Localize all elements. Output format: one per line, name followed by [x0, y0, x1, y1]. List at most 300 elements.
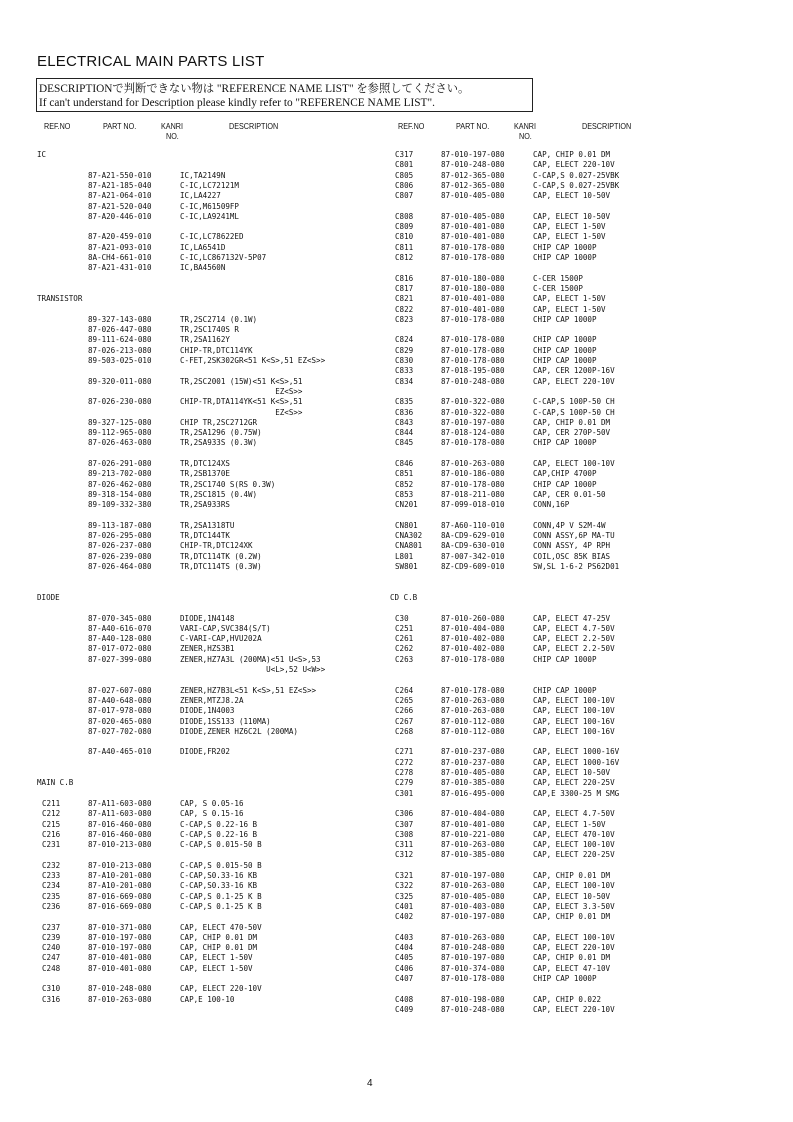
description-cell: DIODE,1SS133 (110MA) — [180, 715, 271, 726]
part-no-cell: 87-010-402-080 — [441, 633, 505, 644]
description-cell: C-VARI-CAP,HVU202A — [180, 633, 262, 644]
description-cell: COIL,OSC 85K BIAS — [533, 550, 611, 561]
part-no-cell: 89-503-025-010 — [88, 355, 152, 365]
ref-no-cell: C231 — [42, 839, 61, 850]
description-cell: CAP, CHIP 0.022 — [533, 993, 602, 1004]
part-no-cell: 87-A11-603-080 — [88, 808, 152, 819]
description-cell: CAP, ELECT 1-50V — [180, 952, 253, 963]
description-cell: CAP, ELECT 1-50V — [533, 303, 606, 314]
part-no-cell: 87-A21-520-040 — [88, 200, 152, 211]
part-no-cell: 87-A40-128-080 — [88, 633, 152, 644]
description-cell: CAP, ELECT 10-50V — [533, 190, 611, 201]
description-cell: CAP, ELECT 100-10V — [533, 839, 615, 850]
description-cell: CAP, CHIP 0.01 DM — [533, 149, 611, 159]
description-cell: CAP, ELECT 100-10V — [533, 931, 615, 942]
ref-no-cell: C835 — [395, 396, 414, 407]
description-cell: TR,2SC2001 (15W)<51 K<S>,51 — [180, 375, 303, 386]
description-cell: CHIP CAP 1000P — [533, 478, 597, 489]
ref-no-cell: C317 — [395, 149, 414, 159]
part-no-cell: 87-026-464-080 — [88, 561, 152, 571]
ref-no-cell: CNA801 — [395, 540, 423, 551]
part-no-cell: 87-010-213-080 — [88, 859, 152, 870]
part-no-cell: 87-010-405-080 — [441, 890, 505, 901]
description-cell: CAP, ELECT 220-10V — [533, 942, 615, 953]
part-no-cell: 87-010-178-080 — [441, 252, 505, 262]
description-cell: CAP, ELECT 4.7-50V — [533, 808, 615, 819]
description-cell: CAP, ELECT 220-10V — [533, 159, 615, 170]
description-cell: CONN,16P — [533, 499, 570, 510]
description-cell: TR,2SA1162Y — [180, 334, 230, 345]
part-no-cell: 87-027-702-080 — [88, 725, 152, 736]
header-ref-no: REF.NO — [398, 121, 425, 131]
section-heading: IC — [37, 149, 47, 159]
part-no-cell: 87-010-178-080 — [441, 241, 505, 252]
part-no-cell: 87-026-462-080 — [88, 478, 152, 489]
description-cell: EZ<S>> — [180, 406, 303, 417]
part-no-cell: 87-A11-603-080 — [88, 797, 152, 808]
ref-no-cell: C811 — [395, 241, 414, 252]
description-cell: CAP,CHIP 4700P — [533, 468, 597, 479]
part-no-cell: 87-010-401-080 — [88, 952, 152, 963]
description-cell: CAP, CHIP 0.01 DM — [533, 952, 611, 963]
part-no-cell: 87-A21-064-010 — [88, 190, 152, 201]
ref-no-cell: C401 — [395, 900, 414, 911]
ref-no-cell: C405 — [395, 952, 414, 963]
description-cell: TR,2SA1318TU — [180, 519, 235, 530]
ref-no-cell: CNA302 — [395, 530, 423, 541]
description-cell: DIODE,1N4148 — [180, 612, 235, 623]
part-no-cell: 87-A40-616-070 — [88, 622, 152, 633]
ref-no-cell: C809 — [395, 221, 414, 232]
ref-no-cell: C239 — [42, 931, 61, 942]
section-heading: DIODE — [37, 591, 60, 602]
description-cell: C-CAP,S 0.22-16 B — [180, 828, 258, 839]
header-kanri-no: NO. — [166, 131, 179, 141]
description-cell: C-IC,LC72121M — [180, 179, 239, 190]
description-cell: SW,SL 1-6-2 PS62D01 — [533, 561, 620, 571]
part-no-cell: 87-010-178-080 — [441, 973, 505, 983]
description-cell: CAP, ELECT 1-50V — [533, 293, 606, 304]
description-cell: CAP, ELECT 220-25V — [533, 777, 615, 788]
description-cell: TR,2SB1370E — [180, 468, 230, 479]
header-description: DESCRIPTION — [582, 121, 632, 131]
part-no-cell: 87-010-197-080 — [441, 870, 505, 880]
notice-line-japanese: DESCRIPTIONで判断できない物は "REFERENCE NAME LIST" を参照してください。 — [39, 83, 470, 95]
description-cell: CHIP CAP 1000P — [533, 653, 597, 664]
part-no-cell: 87-018-195-080 — [441, 365, 505, 376]
ref-no-cell: C821 — [395, 293, 414, 304]
ref-no-cell: L801 — [395, 550, 414, 561]
ref-no-cell: C807 — [395, 190, 414, 201]
description-cell: DIODE,ZENER HZ6C2L (200MA) — [180, 725, 298, 736]
description-cell: CAP, ELECT 2.2-50V — [533, 633, 615, 644]
part-no-cell: 89-327-143-080 — [88, 313, 152, 324]
part-no-cell: 87-026-213-080 — [88, 344, 152, 355]
part-no-cell: 87-010-404-080 — [441, 808, 505, 819]
description-cell: DIODE,FR202 — [180, 746, 230, 757]
ref-no-cell: C810 — [395, 231, 414, 242]
part-no-cell: 89-112-965-080 — [88, 427, 152, 438]
ref-no-cell: C30 — [395, 612, 409, 623]
description-cell: TR,2SA1296 (0.75W) — [180, 427, 262, 438]
ref-no-cell: C237 — [42, 921, 61, 932]
ref-no-cell: C812 — [395, 252, 414, 262]
ref-no-cell: C316 — [42, 993, 61, 1004]
ref-no-cell: C263 — [395, 653, 414, 664]
ref-no-cell: C321 — [395, 870, 414, 880]
ref-no-cell: C234 — [42, 880, 61, 891]
ref-no-cell: C236 — [42, 900, 61, 911]
ref-no-cell: C271 — [395, 746, 414, 757]
part-no-cell: 87-010-221-080 — [441, 828, 505, 839]
part-no-cell: 87-A40-648-080 — [88, 694, 152, 705]
ref-no-cell: C279 — [395, 777, 414, 788]
ref-no-cell: C843 — [395, 416, 414, 427]
part-no-cell: 87-018-211-080 — [441, 488, 505, 499]
description-cell: CAP, ELECT 47-25V — [533, 612, 611, 623]
description-cell: CHIP-TR,DTC124XK — [180, 540, 253, 551]
part-no-cell: 87-A21-185-040 — [88, 179, 152, 190]
description-cell: CONN,4P V S2M-4W — [533, 519, 606, 530]
part-no-cell: 87-016-669-080 — [88, 890, 152, 901]
ref-no-cell: C216 — [42, 828, 61, 839]
description-cell: CAP, ELECT 4.7-50V — [533, 622, 615, 633]
ref-no-cell: C822 — [395, 303, 414, 314]
part-no-cell: 87-026-230-080 — [88, 396, 152, 407]
description-cell: CAP, CER 1200P-16V — [533, 365, 615, 376]
part-no-cell: 87-010-263-080 — [441, 880, 505, 891]
ref-no-cell: C407 — [395, 973, 414, 983]
part-no-cell: 87-010-322-080 — [441, 396, 505, 407]
description-cell: CAP, ELECT 47-10V — [533, 962, 611, 973]
ref-no-cell: C251 — [395, 622, 414, 633]
description-cell: C-CAP,S 0.1-25 K B — [180, 900, 262, 911]
part-no-cell: 87-010-405-080 — [441, 210, 505, 221]
part-no-cell: 87-010-371-080 — [88, 921, 152, 932]
ref-no-cell: C403 — [395, 931, 414, 942]
description-cell: CAP, ELECT 100-10V — [533, 694, 615, 705]
part-no-cell: 87-010-405-080 — [441, 767, 505, 777]
description-cell: CHIP TR,2SC2712GR — [180, 416, 258, 427]
description-cell: CAP, ELECT 470-50V — [180, 921, 262, 932]
ref-no-cell: C406 — [395, 962, 414, 973]
description-cell: C-FET,2SK302GR<51 K<S>,51 EZ<S>> — [180, 355, 326, 365]
description-cell: CAP, CHIP 0.01 DM — [533, 911, 611, 922]
ref-no-cell: C308 — [395, 828, 414, 839]
page-number: 4 — [367, 1078, 373, 1089]
part-no-cell: 87-012-365-080 — [441, 169, 505, 180]
description-cell: CHIP CAP 1000P — [533, 241, 597, 252]
part-no-cell: 87-010-178-080 — [441, 478, 505, 489]
part-no-cell: 87-010-178-080 — [441, 334, 505, 345]
part-no-cell: 87-010-260-080 — [441, 612, 505, 623]
part-no-cell: 87-010-263-080 — [441, 694, 505, 705]
ref-no-cell: C211 — [42, 797, 61, 808]
description-cell: TR,DTC144TK — [180, 530, 230, 541]
description-cell: CAP, ELECT 1-50V — [180, 962, 253, 973]
description-cell: IC,TA2149N — [180, 169, 226, 180]
description-cell: CAP, ELECT 1-50V — [533, 221, 606, 232]
part-no-cell: 87-026-463-080 — [88, 437, 152, 448]
part-no-cell: 87-010-197-080 — [88, 942, 152, 953]
description-cell: CAP, ELECT 2.2-50V — [533, 643, 615, 654]
description-cell: CAP, S 0.15-16 — [180, 808, 244, 819]
description-cell: CAP, ELECT 100-10V — [533, 705, 615, 716]
ref-no-cell: C265 — [395, 694, 414, 705]
part-no-cell: 87-007-342-010 — [441, 550, 505, 561]
part-no-cell: 87-010-263-080 — [88, 993, 152, 1004]
description-cell: C-CAP,S 0.22-16 B — [180, 818, 258, 829]
part-no-cell: 87-010-178-080 — [441, 437, 505, 448]
ref-no-cell: C215 — [42, 818, 61, 829]
part-no-cell: 87-010-263-080 — [441, 705, 505, 716]
description-cell: DIODE,1N4003 — [180, 705, 235, 716]
part-no-cell: 87-010-248-080 — [88, 983, 152, 994]
description-cell: C-IC,LC867132V-5P07 — [180, 252, 267, 262]
description-cell: CAP, CER 270P-50V — [533, 427, 611, 438]
part-no-cell: 87-010-178-080 — [441, 344, 505, 355]
description-cell: TR,2SC1740 S(RS 0.3W) — [180, 478, 276, 489]
description-cell: C-CAP,S 0.1-25 K B — [180, 890, 262, 901]
part-no-cell: 87-010-180-080 — [441, 272, 505, 283]
part-no-cell: 87-026-447-080 — [88, 324, 152, 335]
description-cell: CAP, ELECT 10-50V — [533, 767, 611, 777]
description-cell: CHIP CAP 1000P — [533, 252, 597, 262]
description-cell: CHIP CAP 1000P — [533, 344, 597, 355]
ref-no-cell: C830 — [395, 355, 414, 365]
description-cell: TR,DTC114TS (0.3W) — [180, 561, 262, 571]
part-no-cell: 8A-CH4-661-010 — [88, 252, 152, 262]
part-no-cell: 87-010-178-080 — [441, 653, 505, 664]
ref-no-cell: C817 — [395, 282, 414, 293]
part-no-cell: 87-010-112-080 — [441, 725, 505, 736]
part-no-cell: 87-010-263-080 — [441, 839, 505, 850]
ref-no-cell: C834 — [395, 375, 414, 386]
part-no-cell: 87-010-197-080 — [441, 952, 505, 963]
part-no-cell: 87-010-401-080 — [441, 303, 505, 314]
part-no-cell: 87-A20-459-010 — [88, 231, 152, 242]
description-cell: ZENER,HZS3B1 — [180, 643, 235, 654]
part-no-cell: 87-010-178-080 — [441, 313, 505, 324]
ref-no-cell: C312 — [395, 849, 414, 860]
part-no-cell: 87-016-495-000 — [441, 787, 505, 798]
part-no-cell: 87-A40-465-010 — [88, 746, 152, 757]
header-kanri-no: NO. — [519, 131, 532, 141]
part-no-cell: 87-016-460-080 — [88, 828, 152, 839]
description-cell: VARI-CAP,SVC384(S/T) — [180, 622, 271, 633]
part-no-cell: 8A-CD9-629-010 — [441, 530, 505, 541]
ref-no-cell: C853 — [395, 488, 414, 499]
ref-no-cell: C836 — [395, 406, 414, 417]
part-no-cell: 87-016-669-080 — [88, 900, 152, 911]
description-cell: CAP, ELECT 100-16V — [533, 715, 615, 726]
part-no-cell: 87-027-399-080 — [88, 653, 152, 664]
part-no-cell: 87-010-385-080 — [441, 849, 505, 860]
part-no-cell: 89-113-187-080 — [88, 519, 152, 530]
description-cell: ZENER,HZ7B3L<51 K<S>,51 EZ<S>> — [180, 684, 317, 695]
part-no-cell: 87-010-197-080 — [88, 931, 152, 942]
part-no-cell: 87-026-239-080 — [88, 550, 152, 561]
ref-no-cell: C262 — [395, 643, 414, 654]
part-no-cell: 87-010-401-080 — [441, 221, 505, 232]
ref-no-cell: C816 — [395, 272, 414, 283]
part-no-cell: 89-213-702-080 — [88, 468, 152, 479]
description-cell: C-CAP,S 0.015-50 B — [180, 859, 262, 870]
part-no-cell: 87-A21-431-010 — [88, 262, 152, 273]
description-cell: CAP, ELECT 1000-16V — [533, 746, 620, 757]
description-cell: CAP, ELECT 220-10V — [180, 983, 262, 994]
description-cell: CHIP CAP 1000P — [533, 684, 597, 695]
description-cell: TR,2SA933RS — [180, 499, 230, 510]
part-no-cell: 87-026-295-080 — [88, 530, 152, 541]
part-no-cell: 87-010-248-080 — [441, 942, 505, 953]
part-no-cell: 87-010-401-080 — [441, 231, 505, 242]
part-no-cell: 87-099-018-010 — [441, 499, 505, 510]
part-no-cell: 87-010-213-080 — [88, 839, 152, 850]
description-cell: CAP, ELECT 1-50V — [533, 818, 606, 829]
ref-no-cell: C851 — [395, 468, 414, 479]
ref-no-cell: CN201 — [395, 499, 418, 510]
ref-no-cell: C402 — [395, 911, 414, 922]
description-cell: C-CAP,S0.33-16 KB — [180, 880, 258, 891]
description-cell: CHIP CAP 1000P — [533, 313, 597, 324]
description-cell: CAP, CHIP 0.01 DM — [180, 942, 258, 953]
ref-no-cell: C278 — [395, 767, 414, 777]
page-title: ELECTRICAL MAIN PARTS LIST — [37, 53, 265, 70]
ref-no-cell: C805 — [395, 169, 414, 180]
part-no-cell: 87-010-402-080 — [441, 643, 505, 654]
part-no-cell: 87-A20-446-010 — [88, 210, 152, 221]
part-no-cell: 89-327-125-080 — [88, 416, 152, 427]
ref-no-cell: C307 — [395, 818, 414, 829]
section-heading: MAIN C.B — [37, 777, 74, 788]
description-cell: CAP, ELECT 10-50V — [533, 210, 611, 221]
part-no-cell: 87-020-465-080 — [88, 715, 152, 726]
part-no-cell: 87-010-374-080 — [441, 962, 505, 973]
part-no-cell: 87-010-403-080 — [441, 900, 505, 911]
part-no-cell: 87-017-978-080 — [88, 705, 152, 716]
part-no-cell: 87-010-197-080 — [441, 416, 505, 427]
part-no-cell: 87-A10-201-080 — [88, 870, 152, 880]
description-cell: CAP, ELECT 10-50V — [533, 890, 611, 901]
ref-no-cell: C845 — [395, 437, 414, 448]
ref-no-cell: C823 — [395, 313, 414, 324]
part-no-cell: 87-010-248-080 — [441, 1003, 505, 1014]
description-cell: C-CAP,S 100P-50 CH — [533, 396, 615, 407]
part-no-cell: 8Z-CD9-609-010 — [441, 561, 505, 571]
description-cell: EZ<S>> — [180, 385, 303, 396]
part-no-cell: 87-010-401-080 — [441, 293, 505, 304]
part-no-cell: 87-017-072-080 — [88, 643, 152, 654]
description-cell: CAP, S 0.05-16 — [180, 797, 244, 808]
part-no-cell: 87-018-124-080 — [441, 427, 505, 438]
ref-no-cell: C322 — [395, 880, 414, 891]
ref-no-cell: C833 — [395, 365, 414, 376]
description-cell: C-IC,LC78622ED — [180, 231, 244, 242]
ref-no-cell: C844 — [395, 427, 414, 438]
part-no-cell: 87-010-401-080 — [441, 818, 505, 829]
description-cell: CONN ASSY,6P MA-TU — [533, 530, 615, 541]
part-no-cell: 87-010-198-080 — [441, 993, 505, 1004]
header-part-no: PART NO. — [456, 121, 490, 131]
ref-no-cell: C264 — [395, 684, 414, 695]
header-description: DESCRIPTION — [229, 121, 279, 131]
description-cell: IC,LA4227 — [180, 190, 221, 201]
header-kanri: KANRI — [161, 121, 184, 131]
description-cell: TR,2SC1815 (0.4W) — [180, 488, 258, 499]
description-cell: CAP, ELECT 1-50V — [533, 231, 606, 242]
description-cell: C-IC,LA9241ML — [180, 210, 239, 221]
description-cell: CHIP CAP 1000P — [533, 973, 597, 983]
description-cell: C-CAP,S 0.027-25VBK — [533, 179, 620, 190]
ref-no-cell: C248 — [42, 962, 61, 973]
description-cell: CAP, ELECT 220-10V — [533, 1003, 615, 1014]
ref-no-cell: C266 — [395, 705, 414, 716]
description-cell: CONN ASSY, 4P RPH — [533, 540, 611, 551]
ref-no-cell: C808 — [395, 210, 414, 221]
description-cell: ZENER,MTZJ8.2A — [180, 694, 244, 705]
description-cell: TR,2SC2714 (0.1W) — [180, 313, 258, 324]
section-heading: CD C.B — [390, 591, 418, 602]
part-no-cell: 87-016-460-080 — [88, 818, 152, 829]
description-cell: TR,DTC114TK (0.2W) — [180, 550, 262, 561]
part-no-cell: 89-109-332-380 — [88, 499, 152, 510]
ref-no-cell: C267 — [395, 715, 414, 726]
part-no-cell: 87-010-385-080 — [441, 777, 505, 788]
part-no-cell: 87-010-197-080 — [441, 911, 505, 922]
description-cell: C-CAP,S 0.027-25VBK — [533, 169, 620, 180]
part-no-cell: 87-070-345-080 — [88, 612, 152, 623]
part-no-cell: 87-010-248-080 — [441, 375, 505, 386]
description-cell: CAP, ELECT 470-10V — [533, 828, 615, 839]
description-cell: C-CAP,S 0.015-50 B — [180, 839, 262, 850]
description-cell: CHIP CAP 1000P — [533, 334, 597, 345]
description-cell: CHIP CAP 1000P — [533, 437, 597, 448]
description-cell: CHIP-TR,DTA114YK<51 K<S>,51 — [180, 396, 303, 407]
description-cell: TR,2SC1740S R — [180, 324, 239, 335]
description-cell: CAP, ELECT 100-10V — [533, 880, 615, 891]
description-cell: CAP, ELECT 100-10V — [533, 458, 615, 468]
header-part-no: PART NO. — [103, 121, 137, 131]
ref-no-cell: C261 — [395, 633, 414, 644]
ref-no-cell: C806 — [395, 179, 414, 190]
header-kanri: KANRI — [514, 121, 537, 131]
ref-no-cell: C301 — [395, 787, 414, 798]
ref-no-cell: C846 — [395, 458, 414, 468]
description-cell: CAP, CHIP 0.01 DM — [180, 931, 258, 942]
part-no-cell: 87-026-237-080 — [88, 540, 152, 551]
part-no-cell: 87-010-404-080 — [441, 622, 505, 633]
part-no-cell: 89-320-011-080 — [88, 375, 152, 386]
description-cell: CAP, ELECT 100-16V — [533, 725, 615, 736]
ref-no-cell: C240 — [42, 942, 61, 953]
ref-no-cell: C212 — [42, 808, 61, 819]
part-no-cell: 87-026-291-080 — [88, 458, 152, 468]
description-cell: CAP, CHIP 0.01 DM — [533, 416, 611, 427]
ref-no-cell: C824 — [395, 334, 414, 345]
part-no-cell: 87-010-178-080 — [441, 355, 505, 365]
part-no-cell: 87-A60-110-010 — [441, 519, 505, 530]
part-no-cell: 87-010-186-080 — [441, 468, 505, 479]
ref-no-cell: CN801 — [395, 519, 418, 530]
description-cell: CAP,E 3300-25 M SMG — [533, 787, 620, 798]
description-cell: C-CER 1500P — [533, 282, 583, 293]
description-cell: CAP, CER 0.01-50 — [533, 488, 606, 499]
ref-no-cell: C325 — [395, 890, 414, 901]
description-cell: CAP, ELECT 1000-16V — [533, 756, 620, 767]
ref-no-cell: C306 — [395, 808, 414, 819]
ref-no-cell: C235 — [42, 890, 61, 901]
